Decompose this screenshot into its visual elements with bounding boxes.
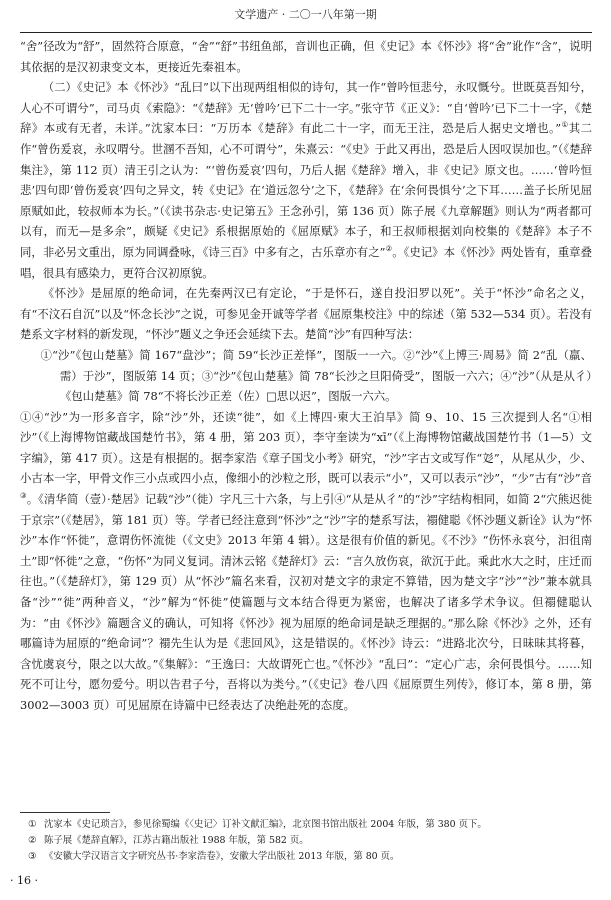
footnote-text: 沈家本《史记琐言》，参见徐蜀编《〈史记〉订补文献汇编》，北京图书馆出版社 2004 年版，第 380 页下。 [44, 819, 487, 830]
paragraph [20, 77, 592, 283]
paragraph-text: ①④“沙”为一形多音字，除“沙”外，还读“徙”，如《上博四·柬大王泊旱》简 9、10、15 三次提到人名“①相沙”（《上海博物馆藏战国楚竹书》，第 4 册，第 203 页），李守奎读为“xī”（《上海博物馆藏战国楚竹书（1—5）文字编》，第 417 页）。这是有根据的。据李家浩《章子国戈小考》研究，“沙”字古文或写作“彣”，从尾从少，少、小古本一字，甲骨文作三小点或四小点，像细小的沙粒之形，既可以表示“小”，又可以表示“沙”，“少”古有“沙”音 [20, 409, 592, 486]
footnote-ref-1[interactable]: ① [561, 120, 569, 130]
footnotes [20, 817, 592, 865]
paragraph-text: （二）《史记》本《怀沙》“乱曰”以下出现两组相似的诗句，其一作“曾吟恒悲兮，永叹慨兮。世既莫吾知兮，人心不可谓兮”，司马贞《索隐》：“《楚辞》无‘曾吟’已下二十一字。”张守节《正义》：“自‘曾吟’已下二十一字，《楚辞》本或有无者，未详。”沈家本曰：“万历本《楚辞》有此二十一字，而无王注，恐是后人据史文增也。” [20, 80, 592, 136]
footnote-ref-2[interactable]: ② [385, 244, 393, 254]
character-forms-list [20, 345, 592, 407]
footnote-text: 《安徽大学汉语言文字研究丛书·李家浩卷》，安徽大学出版社 2013 年版，第 80 页。 [44, 851, 400, 862]
paragraph-text: 《怀沙》是屈原的绝命词，在先秦两汉已有定论，“于是怀石，遂自投汨罗以死”。关于“怀沙”命名之义，有“不汶石自沉”以及“怀念长沙”之说，可参见金开诚等学者《屈原集校注》中的综述（第 532—534 页）。若没有楚系文字材料的新发现，“怀沙”题义之争还会延续下去。楚简“沙”有四种写法： [20, 286, 592, 342]
header-rule [20, 32, 592, 33]
paragraph-text: 其二作“曾伤爰哀，永叹喟兮。世溷不吾知，心不可谓兮”，朱熹云：“《史》于此又再出，恐是后人因叹误加也。”（《楚辞集注》，第 112 页）清王引之认为：“‘曾伤爰哀’四句，乃后人据《楚辞》增入，非《史记》原文也。……‘曾吟恒悲’四句即‘曾伤爰哀’四句之异文，转《史记》在‘道远忽兮’之下，《楚辞》在‘余何畏惧兮’之下耳……盖子长所见屈原赋如此，较叔师本为长。”（《读书杂志·史记第五》王念孙引，第 136 页）陈子展《九章解题》则认为“两者都可以有，而无—是多余” [20, 121, 592, 239]
footnote-mark: ① [28, 819, 37, 830]
paragraph-text: 。《清华简（壹）·楚居》记载“沙”（徙）字凡三十六条，与上引④“从是从彳”的“沙”字结构相同，如简 2“穴熊迟徙于京宗”（《楚居》，第 181 页）等。学者已经注意到“怀沙”之“沙”字的楚系写法，禤健聪《怀沙题义新诠》认为“怀沙”本作“怀徙”，意谓伤怀流徙（《文史》2013 年第 4 辑）。这是很有价值的新见。《不沙》“伤怀永哀兮，汩徂南土”即“怀徙”之意，“伤怀”为同义复词。清沐云铭《楚辞灯》云：“言久放伤哀，欲沉于此。乘此水大之时，庄迁而往也。”（《楚辞灯》，第 129 页）从“怀沙”篇名来看，汉初对楚文字的隶定不算错，因为楚文字“沙”“沙”兼本就具备“沙”“徙”两种音义，“沙”解为“怀徙”使篇题与文本结合得更为紧密，也解决了诸多学术争议。但禤健聪认为：“由《怀沙》篇题含义的确认，可知将《怀沙》视为屈原的绝命词是缺乏理据的。”那么除《怀沙》之外，还有哪篇诗为屈原的“绝命词”？禤先生认为是《悲回风》，这是错误的。《怀沙》诗云：“进路北次兮，日昧昧其将暮，含忧虞哀兮，限之以大故。”《集解》：“王逸曰：大故谓死亡也。”《怀沙》“乱曰”：“定心广志，余何畏惧兮。……知死不可让兮，愿勿爱兮。明以告君子兮，吾将以为类兮。”（《史记》卷八四《屈原贾生列传》，修订本，第 8 册，第 3002—3003 页）可见屈原在诗篇中已经表达了决绝赴死的态度。 [20, 492, 592, 712]
paragraph [20, 407, 592, 716]
article-body [20, 36, 592, 716]
paragraph-text: “舍”径改为“舒”，固然符合原意，“舍”“舒”书纽鱼部，音训也正确，但《史记》本《怀沙》将“舍”讹作“含”，说明其依据的是汉初隶变文本，更接近先秦祖本。 [20, 39, 592, 74]
paragraph [20, 283, 592, 345]
footnote-mark: ③ [28, 851, 37, 862]
paragraph-text: ①“沙”《包山楚墓》简 167“盘沙”；简 59“长沙正差怿”，图版一一六。②“沙”《上博三·周易》简 2“乱（羸、需）于沙”，图版第 14 页；③“沙”《包山楚墓》简 78“长沙之旦阳倚受”，图版一六六；④“沙”（从是从彳）《包山楚墓》简 78“不将长沙正差（佐）□思以迟”，图版一六六。 [40, 347, 592, 404]
footnote-ref-3[interactable]: ③ [20, 491, 27, 501]
footnote-item [20, 849, 592, 865]
footnote-mark: ② [28, 835, 37, 846]
running-head: 文学遗产 · 二〇一八年第一期 [234, 8, 377, 21]
paragraph [20, 36, 592, 77]
page-number: · 16 · [10, 874, 38, 887]
footnote-rule [20, 812, 110, 813]
footnote-item [20, 817, 592, 833]
paragraph-text: ，颇疑《史记》系根据原始的《屈原赋》本子，和王叔师根据刘向校集的《楚辞》本子不同，非必另文重出，原为同调叠咏，《诗三百》中多有之，古乐章亦有之” [20, 224, 592, 259]
paragraph-text: 。《史记》本《怀沙》两处皆有，重章叠唱，很具有感染力，更符合汉初原貌。 [20, 244, 592, 280]
footnote-item [20, 833, 592, 849]
footnote-text: 陈子展《楚辞直解》，江苏古籍出版社 1988 年版，第 582 页。 [44, 835, 309, 846]
